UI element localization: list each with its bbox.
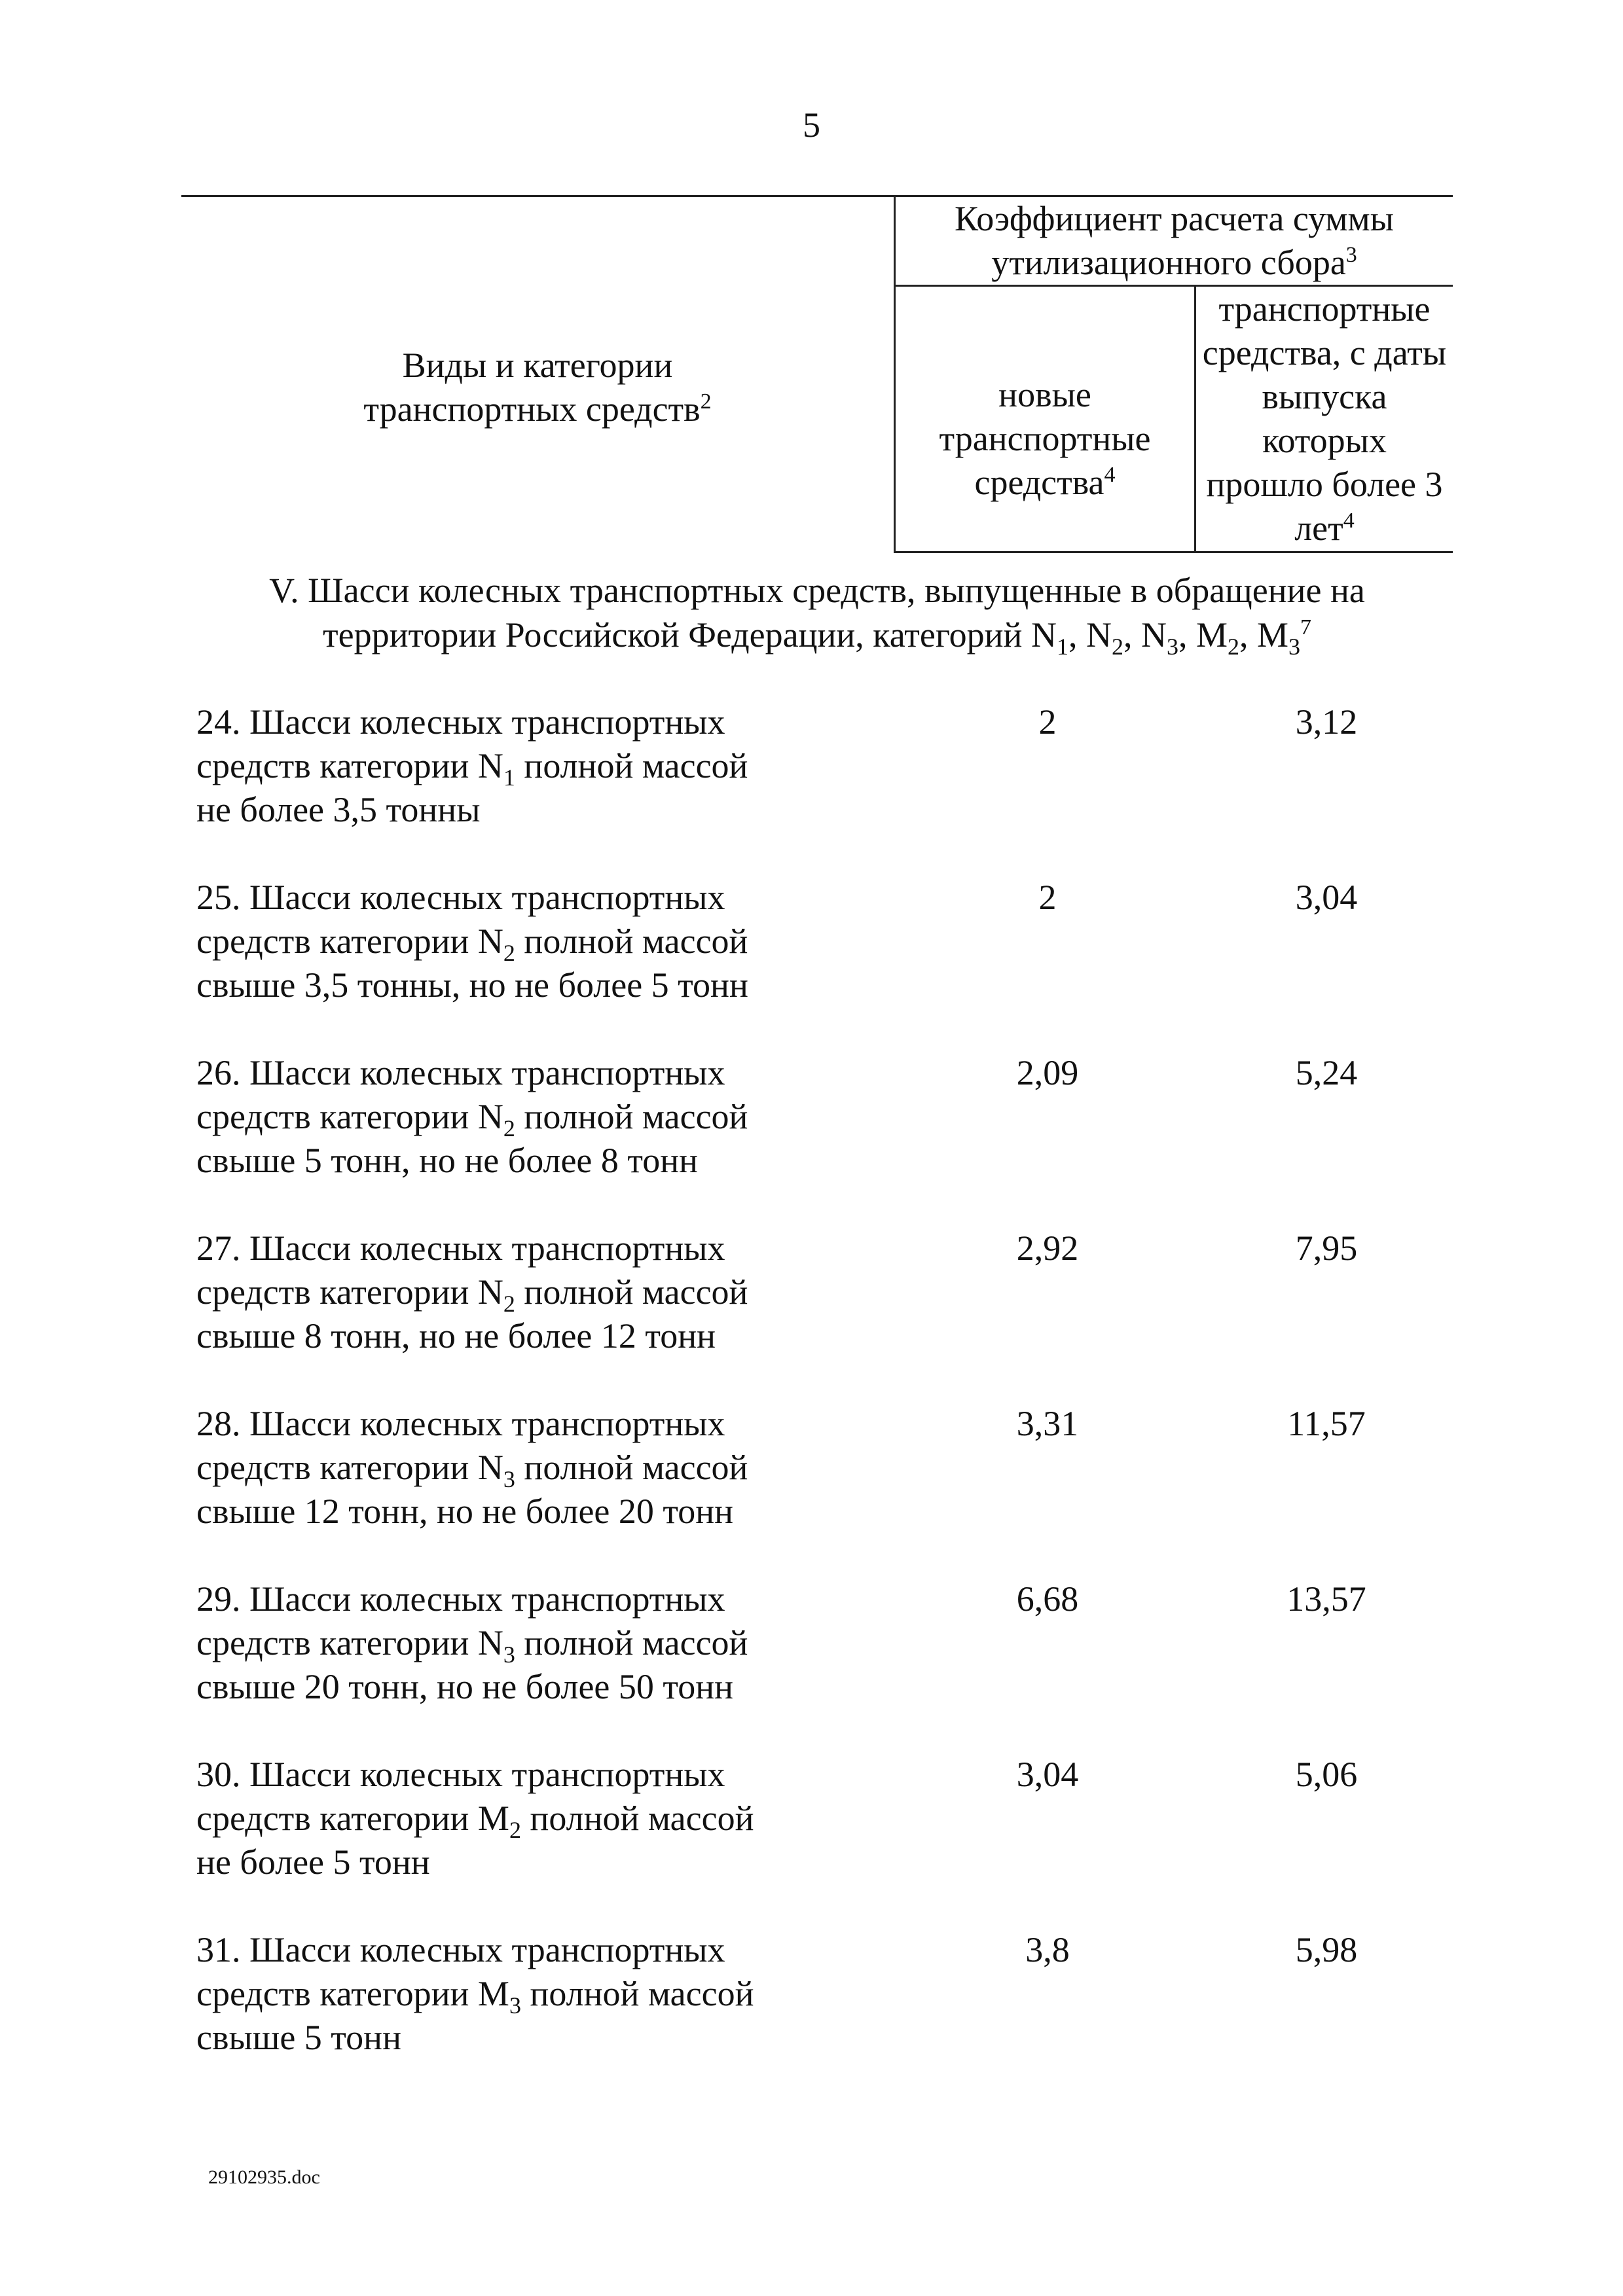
row-value-old: 3,04 — [1295, 878, 1358, 917]
row-value-new: 3,31 — [1016, 1404, 1079, 1443]
row-description: 31. Шасси колесных транспортных средств категории $M_3$ полной массой свыше 5 тонн — [196, 1930, 754, 2057]
table-row — [0, 1227, 1623, 1357]
row-value-old: 13,57 — [1286, 1579, 1366, 1619]
header-new-footnote: 4 — [1104, 462, 1116, 487]
row-value-old: 11,57 — [1287, 1404, 1366, 1443]
page-number: 5 — [803, 105, 820, 145]
table-row — [0, 1753, 1623, 1884]
header-old-footnote: 4 — [1343, 509, 1355, 533]
header-kinds-label: Виды и категории транспортных средств — [363, 346, 701, 429]
header-coefficient-label: Коэффициент расчета суммы утилизационного сбора — [954, 199, 1395, 282]
row-description: 29. Шасси колесных транспортных средств категории $N_3$ полной массой свыше 20 тонн, но не более 50 тонн — [196, 1579, 748, 1706]
table-row — [0, 700, 1623, 831]
row-value-old: 7,95 — [1295, 1229, 1358, 1268]
section-footnote: 7 — [1300, 615, 1311, 639]
table-row — [0, 1402, 1623, 1533]
row-value-old: 5,98 — [1295, 1930, 1358, 1969]
table-row — [0, 1928, 1623, 2059]
row-description: 30. Шасси колесных транспортных средств категории $M_2$ полной массой не более 5 тонн — [196, 1755, 754, 1882]
row-description: 24. Шасси колесных транспортных средств категории $N_1$ полной массой не более 3,5 тонны — [196, 702, 748, 829]
table-row — [0, 1577, 1623, 1708]
header-old-label: транспортные средства, с даты выпуска которых прошло более 3 лет — [1202, 289, 1447, 548]
row-description: 26. Шасси колесных транспортных средств категории $N_2$ полной массой свыше 5 тонн, но не более 8 тонн — [196, 1053, 748, 1180]
document-filename: 29102935.doc — [208, 2166, 320, 2188]
row-description: 27. Шасси колесных транспортных средств категории $N_2$ полной массой свыше 8 тонн, но не более 12 тонн — [196, 1229, 748, 1355]
row-value-new: 3,04 — [1016, 1755, 1079, 1794]
table-row — [0, 876, 1623, 1007]
row-description: 25. Шасси колесных транспортных средств категории $N_2$ полной массой свыше 3,5 тонны, но не более 5 тонн — [196, 878, 748, 1005]
row-value-new: 2 — [1038, 702, 1057, 742]
table-row — [0, 1051, 1623, 1182]
row-value-new: 2,09 — [1016, 1053, 1079, 1092]
row-value-new: 6,68 — [1016, 1579, 1079, 1619]
row-description: 28. Шасси колесных транспортных средств категории $N_3$ полной массой свыше 12 тонн, но не более 20 тонн — [196, 1404, 748, 1531]
header-coefficient-footnote: 3 — [1345, 243, 1357, 267]
section-title-line1: V. Шасси колесных транспортных средств, выпущенные в обращение на — [269, 571, 1365, 610]
section-title-line2: территории Российской Федерации, категорий $N_1$, $N_2$, $N_3$, $M_2$, $M_3^7$ — [323, 615, 1311, 660]
row-value-old: 5,24 — [1295, 1053, 1358, 1092]
header-new-label: новые транспортные средства — [939, 374, 1151, 502]
row-value-old: 3,12 — [1295, 702, 1358, 742]
row-value-old: 5,06 — [1295, 1755, 1358, 1794]
row-value-new: 2,92 — [1016, 1229, 1079, 1268]
row-value-new: 3,8 — [1025, 1930, 1070, 1969]
row-value-new: 2 — [1038, 878, 1057, 917]
header-kinds-footnote: 2 — [700, 389, 712, 414]
